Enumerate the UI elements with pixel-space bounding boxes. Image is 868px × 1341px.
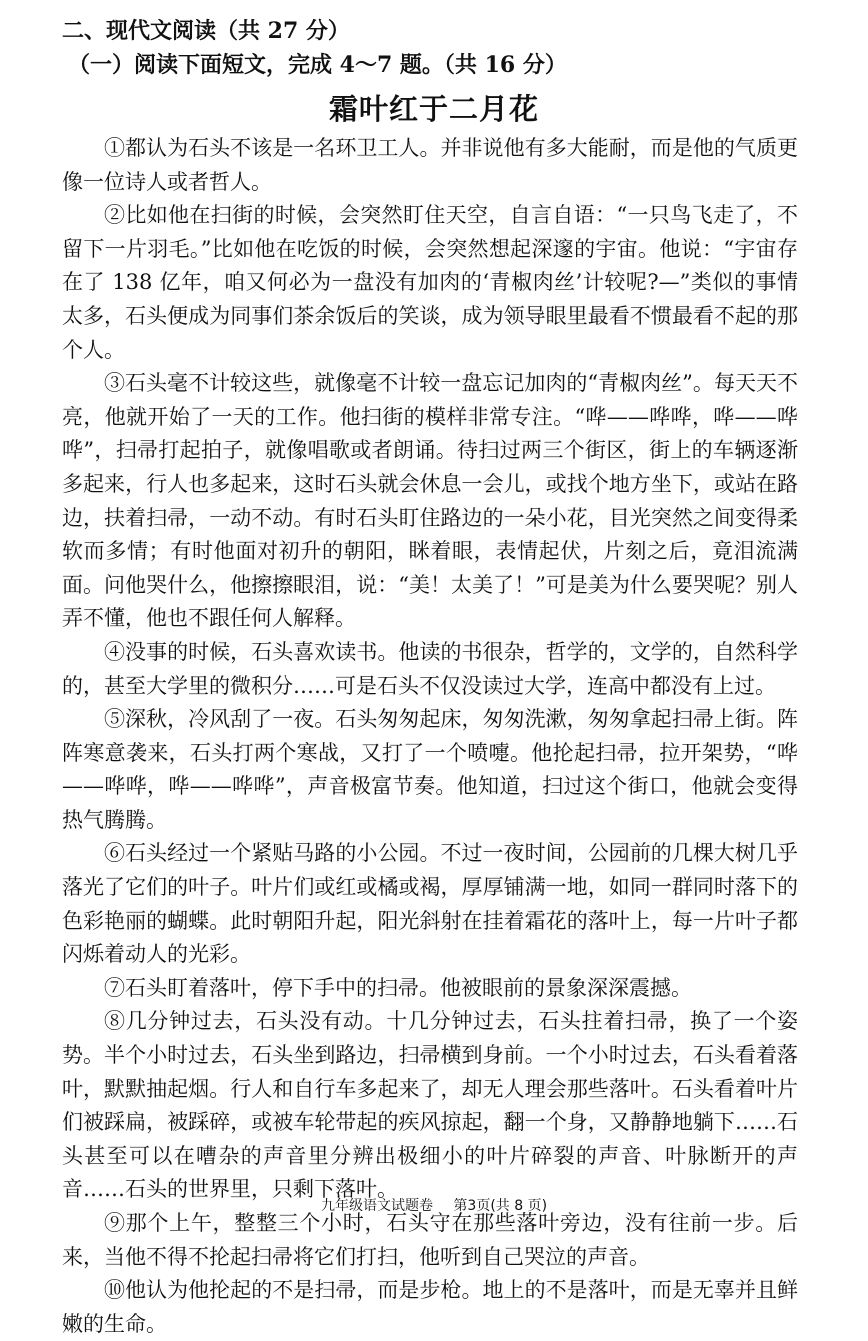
paragraph-6: ⑥石头经过一个紧贴马路的小公园。不过一夜时间，公园前的几棵大树几乎落光了它们的叶子。叶片们或红或橘或褐，厚厚铺满一地，如同一群同时落下的色彩艳丽的蝴蝶。此时朝阳升起，阳光斜射在挂着霜花的落叶上，每一片叶子都闪烁着动人的光彩。: [62, 841, 798, 967]
paragraph-3: ③石头毫不计较这些，就像毫不计较一盘忘记加肉的“青椒肉丝”。每天天不亮，他就开始了一天的工作。他扫街的模样非常专注。“哗——哗哗，哗——哗哗”，扫帚打起拍子，就像唱歌或者朗诵。待扫过两三个街区，街上的车辆逐渐多起来，行人也多起来，这时石头就会休息一会儿，或找个地方坐下，或站在路边，扶着扫帚，一动不动。有时石头盯住路边的一朵小花，目光突然之间变得柔软而多情；有时他面对初升的朝阳，眯着眼，表情起伏，片刻之后，竟泪流满面。问他哭什么，他擦擦眼泪，说：“美！太美了！”可是美为什么要哭呢？别人弄不懂，他也不跟任何人解释。: [62, 371, 798, 631]
paragraph-4: ④没事的时候，石头喜欢读书。他读的书很杂，哲学的，文学的，自然科学的，甚至大学里的微积分……可是石头不仅没读过大学，连高中都没有上过。: [62, 639, 798, 698]
paragraph-5: ⑤深秋，冷风刮了一夜。石头匆匆起床，匆匆洗漱，匆匆拿起扫帚上街。阵阵寒意袭来，石头打两个寒战，又打了一个喷嚏。他抡起扫帚，拉开架势，“哗——哗哗，哗——哗哗”，声音极富节奏。他知道，扫过这个街口，他就会变得热气腾腾。: [62, 707, 798, 832]
subsection-heading: （一）阅读下面短文，完成 4～7 题。（共 16 分）: [68, 52, 567, 78]
exam-name: 九年级语文试题卷: [320, 1198, 433, 1214]
paragraph-8: ⑧几分钟过去，石头没有动。十几分钟过去，石头拄着扫帚，换了一个姿势。半个小时过去，石头坐到路边，扫帚横到身前。一个小时过去，石头看着落叶，默默抽起烟。行人和自行车多起来了，却无人理会那些落叶。石头看着叶片们被踩扁，被踩碎，或被车轮带起的疾风掠起，翻一个身，又静静地躺下……石头甚至可以在嘈杂的声音里分辨出极细小的叶片碎裂的声音、叶脉断开的声音……石头的世界里，只剩下落叶。: [62, 1009, 798, 1202]
paragraph-9: ⑨那个上午，整整三个小时，石头守在那些落叶旁边，没有往前一步。后来，当他不得不抡起扫帚将它们打扫，他听到自己哭泣的声音。: [62, 1211, 798, 1269]
paragraph-1: ①都认为石头不该是一名环卫工人。并非说他有多大能耐，而是他的气质更像一位诗人或者哲人。: [62, 136, 798, 194]
paragraph-7: ⑦石头盯着落叶，停下手中的扫帚。他被眼前的景象深深震撼。: [104, 975, 692, 1000]
paragraph-10: ⑩他认为他抡起的不是扫帚，而是步枪。地上的不是落叶，而是无辜并且鲜嫩的生命。: [62, 1278, 798, 1336]
section-heading: 二、现代文阅读（共 27 分）: [62, 18, 350, 44]
page-number: 第3页(共 8 页): [453, 1198, 548, 1214]
paragraph-2: ②比如他在扫街的时候，会突然盯住天空，自言自语：“一只鸟飞走了，不留下一片羽毛。”比如他在吃饭的时候，会突然想起深邃的宇宙。他说：“宇宙存在了 138 亿年，咱又何必为一盘没有加肉的‘青椒肉丝’计较呢?—”类似的事情太多，石头便成为同事们茶余饭后的笑谈，成为领导眼里最看不惯最看不起的那个人。: [62, 203, 798, 362]
page-footer: [0, 1196, 868, 1216]
article-body: [62, 132, 798, 1341]
article-title: 霜叶红于二月花: [328, 92, 539, 126]
